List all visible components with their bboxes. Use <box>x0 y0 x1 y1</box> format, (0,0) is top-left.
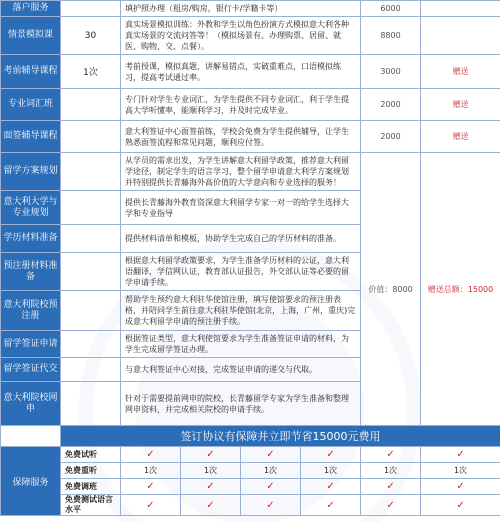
service-desc: 根据签证类型，意大利使馆要求为学生准备签证申请的材料，为学生完成留学签证办理。 <box>121 331 361 358</box>
check-icon: ✓ <box>241 495 301 516</box>
service-title: 留学方案规划 <box>1 153 61 191</box>
service-price-group: 价值：8000 <box>361 153 421 426</box>
service-count: 1次 <box>61 55 121 89</box>
service-desc: 针对于需要提前网申的院校，长青藤留学专家为学生准备和整理网申资料，并完成相关院校的申请手续。 <box>121 382 361 426</box>
check-icon: ✓ <box>421 479 500 495</box>
service-count <box>61 253 121 291</box>
service-title: 预注册材料准备 <box>1 253 61 291</box>
service-desc: 从学员的需求出发，为学生讲解意大利留学政策，推荐意大利留学途径，制定学生的语言学习，整个留学申请意大利学方案规划并特别提供长青藤海外高价值的大学意向和专业选择的服务！ <box>121 153 361 191</box>
guarantee-row <box>1 463 500 479</box>
service-price: 2000 <box>361 89 421 121</box>
service-discount: 赠送 <box>421 89 500 121</box>
service-discount-group: 赠送总额：15000 <box>421 153 500 426</box>
service-price: 6000 <box>361 1 421 17</box>
service-title: 学历材料准备 <box>1 225 61 253</box>
service-title: 意大利院校预注册 <box>1 291 61 331</box>
guarantee-row <box>1 447 500 463</box>
table-row <box>1 121 500 153</box>
service-price: 3000 <box>361 55 421 89</box>
check-icon: ✓ <box>301 447 361 463</box>
service-discount <box>421 17 500 55</box>
check-icon: ✓ <box>241 479 301 495</box>
check-icon: ✓ <box>421 495 500 516</box>
guarantee-label: 免费调班 <box>61 479 121 495</box>
guarantee-value: 1次 <box>301 463 361 479</box>
check-icon: ✓ <box>181 447 241 463</box>
service-desc: 提供长青藤海外教育资深意大利留学专家一对一的给学生选择大学和专业指导 <box>121 191 361 225</box>
agreement-banner: 签订协议有保障并立即节省15000元费用 <box>61 426 500 447</box>
service-discount: 赠送 <box>421 121 500 153</box>
service-title: 面签辅导课程 <box>1 121 61 153</box>
service-count <box>61 291 121 331</box>
check-icon: ✓ <box>301 479 361 495</box>
check-icon: ✓ <box>121 479 181 495</box>
service-title: 留学签证申请 <box>1 331 61 358</box>
service-desc: 根据意大利留学政策要求，为学生准备学历材料的公证，意大利语翻译，学信网认证，教育部认证报告，外交部认证等必要的留学申请手续。 <box>121 253 361 291</box>
service-title: 留学签证代交 <box>1 358 61 382</box>
service-title: 考前辅导课程 <box>1 55 61 89</box>
service-count <box>61 191 121 225</box>
service-count <box>61 121 121 153</box>
guarantee-label: 免费测试语言水平 <box>61 495 121 516</box>
banner-blank <box>1 426 61 447</box>
service-discount: 赠送 <box>421 55 500 89</box>
service-count: 30 <box>61 17 121 55</box>
service-desc: 真实场景模拟训练：外教和学生以角色扮演方式模拟意大利各种真实场景的交流问答等！（模拟场景有、办理购票、居留、就医、购物、交、点餐）。 <box>121 17 361 55</box>
service-title: 专业词汇班 <box>1 89 61 121</box>
service-title: 情景模拟课 <box>1 17 61 55</box>
service-count <box>61 382 121 426</box>
banner-row <box>1 426 500 447</box>
check-icon: ✓ <box>361 447 421 463</box>
check-icon: ✓ <box>181 495 241 516</box>
guarantee-title: 保障服务 <box>1 447 61 516</box>
service-count <box>61 89 121 121</box>
guarantee-label: 免费试听 <box>61 447 121 463</box>
service-discount <box>421 1 500 17</box>
table-row <box>1 1 500 17</box>
check-icon: ✓ <box>241 447 301 463</box>
guarantee-value: 1次 <box>181 463 241 479</box>
table-row <box>1 55 500 89</box>
service-desc: 与意大利签证中心对接，完成签证申请的递交与代取。 <box>121 358 361 382</box>
service-price: 8800 <box>361 17 421 55</box>
check-icon: ✓ <box>361 479 421 495</box>
guarantee-row <box>1 495 500 516</box>
check-icon: ✓ <box>121 495 181 516</box>
service-desc: 考前授课，模拟真题，讲解易错点，实破重难点，口语模拟练习，提高考试通过率。 <box>121 55 361 89</box>
service-count <box>61 358 121 382</box>
check-icon: ✓ <box>421 447 500 463</box>
service-desc: 帮助学生预约意大利驻华使馆注册，填写使馆要求的预注册表格，并陪同学生前往意大利驻华使馆(北京，上海，广州，重庆)完成意大利留学申请的预注册手续。 <box>121 291 361 331</box>
table-row <box>1 89 500 121</box>
guarantee-value: 1次 <box>421 463 500 479</box>
table-row <box>1 153 500 191</box>
service-count <box>61 225 121 253</box>
service-title: 意大利大学与专业规划 <box>1 191 61 225</box>
service-price: 2000 <box>361 121 421 153</box>
service-desc: 提供材料清单和模板，协助学生完成自己的学历材料的准备。 <box>121 225 361 253</box>
service-title: 意大利院校网申 <box>1 382 61 426</box>
service-count <box>61 1 121 17</box>
table-row <box>1 17 500 55</box>
guarantee-label: 免费重听 <box>61 463 121 479</box>
check-icon: ✓ <box>301 495 361 516</box>
check-icon: ✓ <box>181 479 241 495</box>
guarantee-row <box>1 479 500 495</box>
service-count <box>61 153 121 191</box>
guarantee-value: 1次 <box>241 463 301 479</box>
guarantee-value: 1次 <box>361 463 421 479</box>
service-desc: 意大利签证中心面签前练，学校会免费为学生提供辅导，让学生熟悉面签流程和常见问题，顺利应付签。 <box>121 121 361 153</box>
guarantee-value: 1次 <box>121 463 181 479</box>
service-count <box>61 331 121 358</box>
service-desc: 填护照办理（租房/购房，银行卡/学籍卡等） <box>121 1 361 17</box>
service-title: 落户服务 <box>1 1 61 17</box>
service-desc: 专门针对学生专业词汇，为学生提供不同专业词汇，利于学生提高大学听懂率，能顺利学习，并及时完成毕业。 <box>121 89 361 121</box>
check-icon: ✓ <box>121 447 181 463</box>
check-icon: ✓ <box>361 495 421 516</box>
